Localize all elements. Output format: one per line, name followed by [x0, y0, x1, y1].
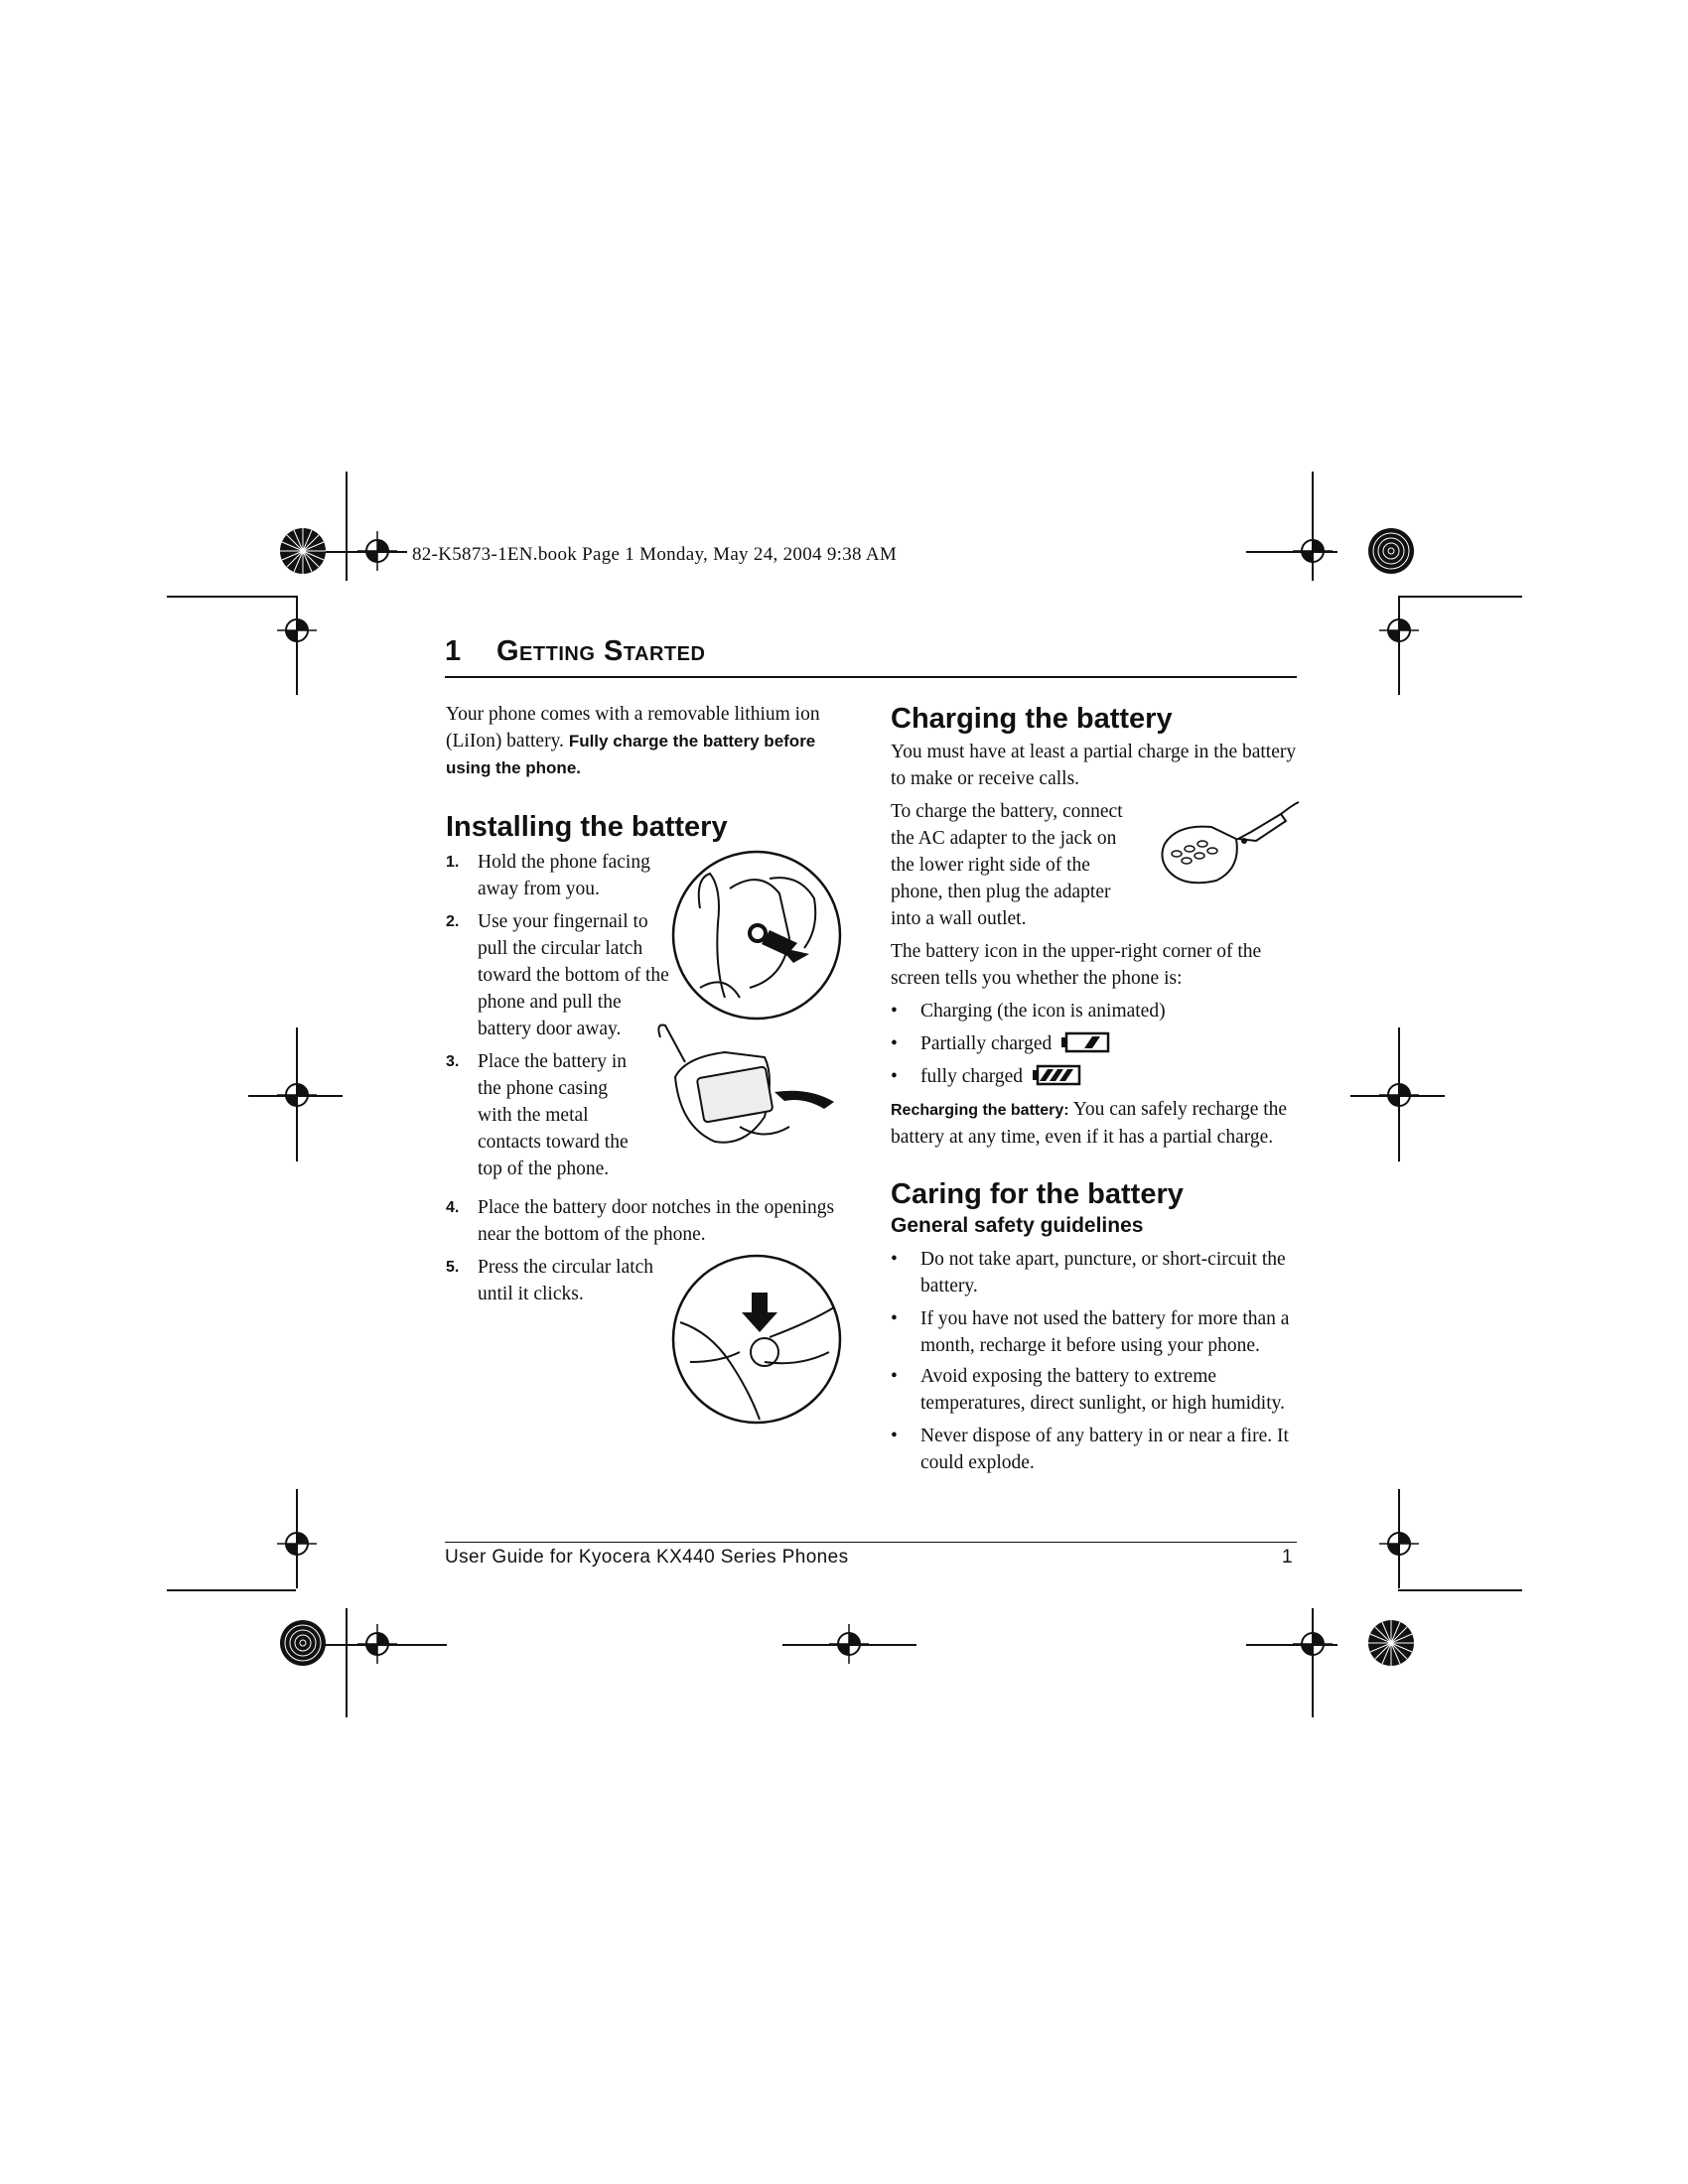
registration-target-icon	[357, 531, 397, 571]
safety-bullet-2: • If you have not used the battery for more than a month, recharge it before using your phone.	[891, 1308, 1290, 1356]
caring-heading: Caring for the battery	[891, 1178, 1184, 1210]
charging-bullet-1: • Charging (the icon is animated)	[891, 1001, 1166, 1022]
registration-target-icon	[1293, 1624, 1333, 1664]
step-1: 1. Hold the phone facing away from you.	[446, 852, 650, 899]
safety-bullet-3: • Avoid exposing the battery to extreme temperatures, direct sunlight, or high humidity.	[891, 1366, 1285, 1414]
charging-bullet-3: • fully charged	[891, 1063, 1298, 1090]
page-footer	[445, 1542, 1297, 1569]
installing-heading: Installing the battery	[446, 811, 728, 843]
phone-battery-door-illustration	[670, 849, 844, 1023]
intro-bold: Fully charge the battery before using the phone.	[446, 732, 816, 777]
registration-target-icon	[357, 1624, 397, 1664]
battery-insert-illustration	[645, 1018, 844, 1166]
starburst-mark-icon	[278, 526, 328, 576]
battery-full-icon	[1032, 1064, 1081, 1086]
step-3: 3. Place the battery in the phone casing with the metal contacts toward the top of the phone.	[446, 1051, 629, 1179]
charging-bullet-2: • Partially charged	[891, 1030, 1298, 1057]
starburst-mark-icon	[1366, 1618, 1416, 1668]
safety-subheading: General safety guidelines	[891, 1214, 1144, 1237]
registration-target-icon	[1379, 1075, 1419, 1115]
recharge-paragraph: Recharging the battery: You can safely recharge the battery at any time, even if it has a partial charge.	[891, 1099, 1288, 1148]
press-latch-illustration	[670, 1253, 844, 1427]
starburst-mark-icon	[1366, 526, 1416, 576]
charging-heading: Charging the battery	[891, 703, 1173, 735]
safety-bullet-4: • Never dispose of any battery in or near a fire. It could explode.	[891, 1426, 1289, 1473]
charger-plug-illustration	[1157, 799, 1301, 898]
chapter-heading	[445, 635, 1297, 678]
registration-target-icon	[277, 1524, 317, 1564]
step-5: 5. Press the circular latch until it clicks.	[446, 1257, 654, 1304]
registration-target-icon	[1379, 1524, 1419, 1564]
footer-title: User Guide for Kyocera KX440 Series Phones	[445, 1547, 849, 1568]
step-2: 2. Use your fingernail to pull the circular latch toward the bottom of the phone and pull the battery door away.	[446, 911, 669, 1039]
registration-target-icon	[277, 611, 317, 650]
charging-p1: You must have at least a partial charge in the battery to make or receive calls.	[891, 742, 1297, 789]
registration-target-icon	[1379, 611, 1419, 650]
step-4: 4. Place the battery door notches in the openings near the bottom of the phone.	[446, 1197, 835, 1245]
safety-bullet-1: • Do not take apart, puncture, or short-circuit the battery.	[891, 1249, 1286, 1297]
chapter-title: Getting Started	[496, 635, 706, 667]
intro-paragraph: Your phone comes with a removable lithium ion (LiIon) battery. Fully charge the battery before using the phone.	[446, 704, 820, 777]
charging-p2: To charge the battery, connect the AC adapter to the jack on the lower right side of the phone, then plug the adapter into a wall outlet.	[891, 801, 1123, 929]
battery-partial-icon	[1060, 1031, 1110, 1053]
registration-target-icon	[1293, 531, 1333, 571]
print-stamp: 82-K5873-1EN.book Page 1 Monday, May 24, 2004 9:38 AM	[412, 544, 898, 565]
chapter-number: 1	[445, 635, 462, 667]
page-number: 1	[1282, 1547, 1293, 1568]
registration-target-icon	[829, 1624, 869, 1664]
registration-target-icon	[277, 1075, 317, 1115]
charging-p3: The battery icon in the upper-right corner of the screen tells you whether the phone is:	[891, 941, 1262, 989]
starburst-mark-icon	[278, 1618, 328, 1668]
